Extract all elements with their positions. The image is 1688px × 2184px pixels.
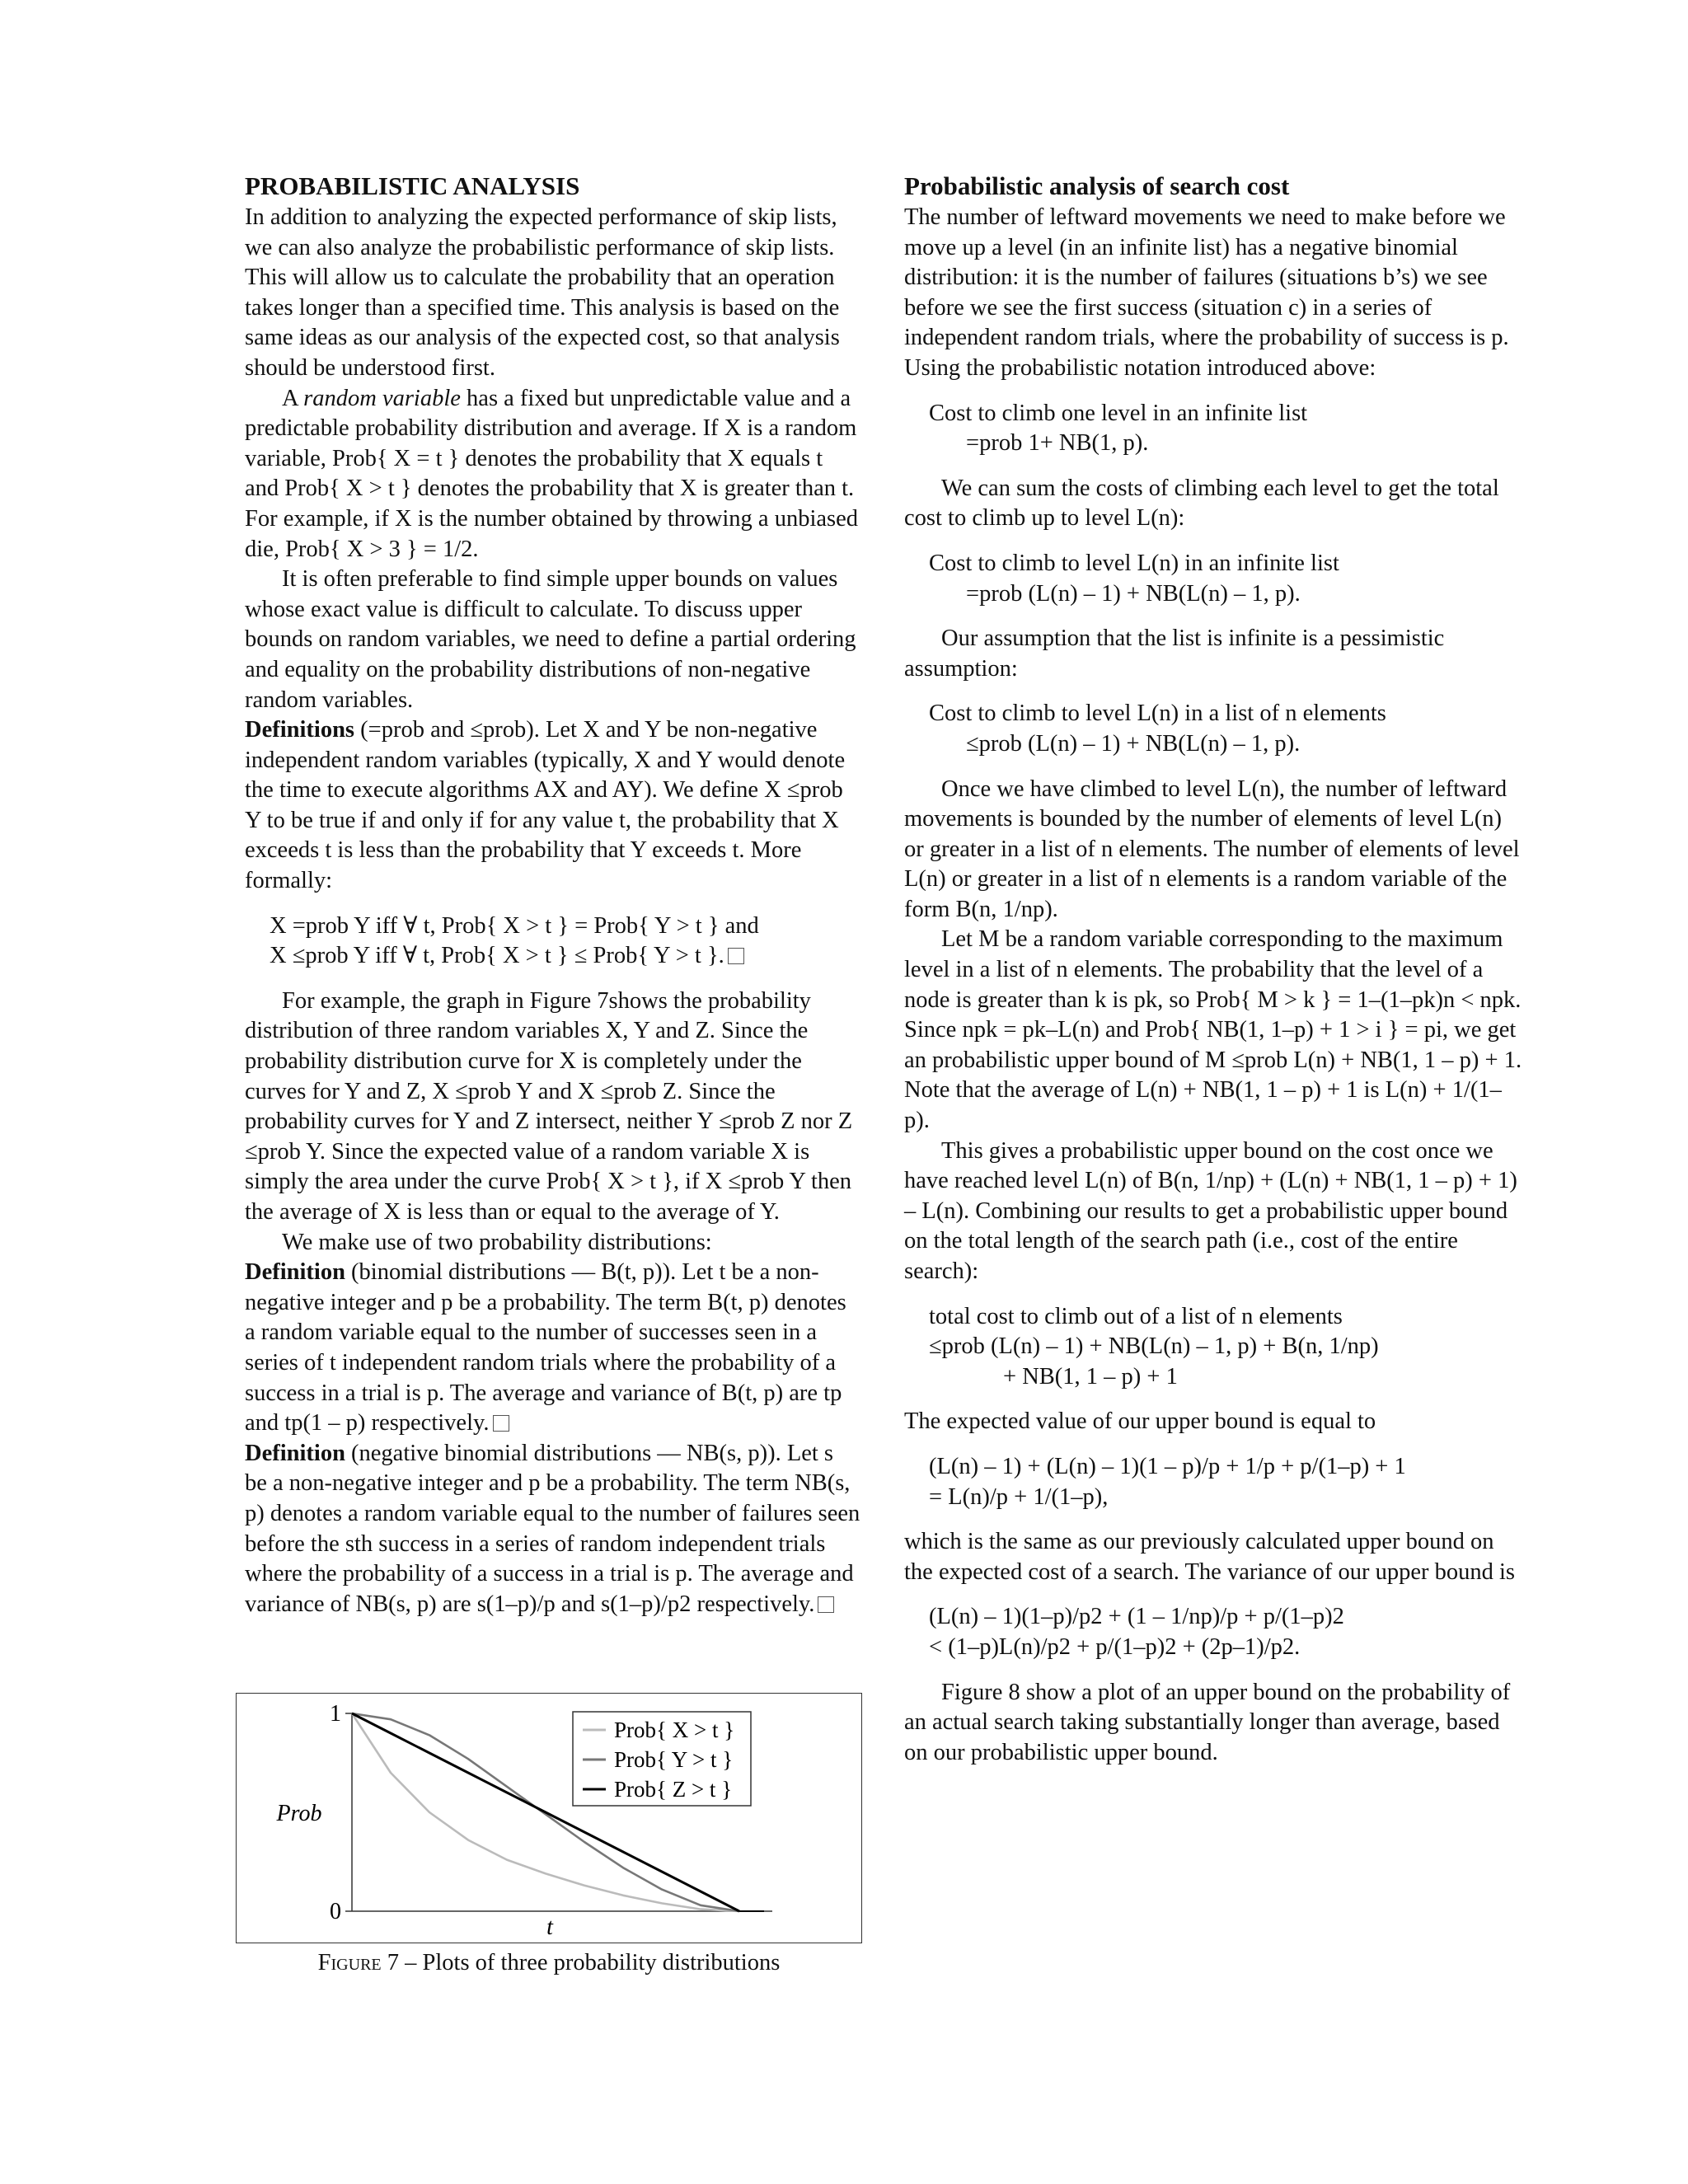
equation-line: (L(n) – 1) + (L(n) – 1)(1 – p)/p + 1/p + p/(1–p) + 1 [929, 1453, 1406, 1479]
definition-body: (binomial distributions — B(t, p)). Let t be a non-negative integer and p be a probability. The term B(t, p) denotes a random variable equal to the number of successes seen in a series of t independent random trials where the probability of a success in a trial is p. The average and variance of B(t, p) are tp and tp(1 – p) respectively. [245, 1259, 846, 1436]
legend [583, 1718, 734, 1802]
legend-label-0: Prob{ X > t } [614, 1718, 735, 1742]
search-cost-intro: The number of leftward movements we need to make before we move up a level (in an infinite list) has a negative binomial distribution: it is the number of failures (situations b’s) we see before we see the first success (situation c) in a series of independent random trials, where the probability of success is p. Using the probabilistic notation introduced above: [904, 204, 1509, 381]
chart-svg [237, 1694, 863, 1944]
equation-climb-one-level [929, 399, 1522, 459]
definition-prob [245, 715, 861, 897]
subsection-heading: Probabilistic analysis of search cost [904, 171, 1290, 200]
definition-title: Definition [245, 1259, 345, 1286]
section-heading: PROBABILISTIC ANALYSIS [245, 171, 580, 200]
x-axis-label: t [546, 1915, 553, 1940]
definition-binomial [245, 1258, 861, 1439]
definition-body: (negative binomial distributions — NB(s, p)). Let s be a non-negative integer and p be a probability. The term NB(s, p) denotes a random variable equal to the number of failures seen before the sth success in a series of random independent trials where the probability of a success in a trial is p. The average and variance of NB(s, p) are s(1–p)/p and s(1–p)/p2 respectively. [245, 1440, 860, 1617]
caption-text: 7 – Plots of three probability distributions [381, 1950, 781, 1975]
intro-paragraph: In addition to analyzing the expected performance of skip lists, we can also analyze the probabilistic performance of skip lists. This will allow us to calculate the probability that an operation takes longer than a specified time. This analysis is based on the same ideas as our analysis of the expected cost, so that analysis should be understood first. [245, 204, 840, 381]
figure-7-chart [236, 1693, 862, 1943]
y-tick-label-1: 1 [330, 1701, 341, 1727]
leftward-movements-paragraph: Once we have climbed to level L(n), the number of leftward movements is bounded by the number of elements of level L(n) or greater in a list of n elements. The number of elements of level L(n) or greater in a list of n elements is a random variable of the form B(n, 1/np). [904, 776, 1520, 922]
qed-box-icon [818, 1596, 834, 1613]
figure7-discussion: For example, the graph in Figure 7shows the probability distribution of three random variables X, Y and Z. Since the probability distribution curve for X is completely under the curves for Y and Z, X ≤prob Y and X ≤prob Z. Since the probability curves for Y and Z intersect, neither Y ≤prob Z nor Z ≤prob Y. Since the expected value of a random variable X is simply the area under the curve Prob{ X > t }, if X ≤prob Y then the average of X is less than or equal to the average of Y. [245, 987, 853, 1225]
equation-line: ≤prob (L(n) – 1) + NB(L(n) – 1, p). [966, 730, 1301, 757]
left-column [245, 170, 861, 1619]
variance-intro-paragraph: which is the same as our previously calculated upper bound on the expected cost of a search. The variance of our upper bound is [904, 1529, 1515, 1585]
equation-line: (L(n) – 1)(1–p)/p2 + (1 – 1/np)/p + p/(1–p)2 [929, 1604, 1344, 1630]
right-column [904, 170, 1522, 1768]
equation-line: Cost to climb one level in an infinite list [929, 400, 1308, 426]
equation-climb-infinite [929, 549, 1522, 609]
formula-less-equal: X ≤prob Y iff ∀ t, Prob{ X > t } ≤ Prob{ Y > t }. [270, 943, 724, 969]
equation-expected-value [929, 1452, 1522, 1512]
definition-title: Definition [245, 1440, 345, 1466]
y-axis-label: Prob [276, 1801, 322, 1826]
equation-total-cost [929, 1302, 1522, 1393]
definition-title: Definitions [245, 717, 355, 743]
caption-label: Figure [317, 1950, 382, 1975]
equation-variance [929, 1602, 1522, 1662]
definition-negative-binomial [245, 1439, 861, 1620]
upper-bounds-paragraph: It is often preferable to find simple upper bounds on values whose exact value is difficult to calculate. To discuss upper bounds on random variables, we need to define a partial ordering and equality on the probability distributions of non-negative random variables. [245, 566, 856, 713]
sum-costs-paragraph: We can sum the costs of climbing each level to get the total cost to climb up to level L(n): [904, 475, 1499, 532]
pessimistic-assumption-paragraph: Our assumption that the list is infinite is a pessimistic assumption: [904, 626, 1445, 682]
figure-caption [236, 1948, 862, 1979]
equation-line: total cost to climb out of a list of n elements [929, 1303, 1343, 1329]
formal-definition [270, 912, 861, 972]
random-variable-paragraph [245, 384, 861, 565]
para-lead: A [282, 385, 304, 411]
formula-equal: X =prob Y iff ∀ t, Prob{ X > t } = Prob{ Y > t } and [270, 912, 759, 939]
qed-box-icon [728, 948, 744, 964]
qed-box-icon [493, 1415, 509, 1432]
expected-value-paragraph: The expected value of our upper bound is equal to [904, 1408, 1376, 1435]
equation-line: = L(n)/p + 1/(1–p), [929, 1483, 1109, 1510]
equation-line: Cost to climb to level L(n) in a list of n elements [929, 701, 1386, 727]
upper-bound-paragraph: This gives a probabilistic upper bound on the cost once we have reached level L(n) of B(n, 1/np) + (L(n) + NB(1, 1 – p) + 1) – L(n). Combining our results to get a probabilistic upper bound on the total length of the search path (i.e., cost of the entire search): [904, 1137, 1517, 1284]
equation-line: < (1–p)L(n)/p2 + p/(1–p)2 + (2p–1)/p2. [929, 1633, 1301, 1660]
equation-line: =prob (L(n) – 1) + NB(L(n) – 1, p). [966, 580, 1301, 607]
y-tick-label-0: 0 [330, 1899, 341, 1924]
two-distributions-intro: We make use of two probability distributions: [282, 1229, 712, 1255]
equation-line: ≤prob (L(n) – 1) + NB(L(n) – 1, p) + B(n, 1/np) [929, 1333, 1379, 1360]
equation-line: =prob 1+ NB(1, p). [966, 430, 1149, 457]
para-rest: has a fixed but unpredictable value and a predictable probability distribution and average. If X is a random variable, Prob{ X = t } denotes the probability that X equals t and Prob{ X > t } denotes the probability that X is greater than t. For example, if X is the number obtained by throwing a unbiased die, Prob{ X > 3 } = 1/2. [245, 385, 859, 562]
max-level-paragraph: Let M be a random variable corresponding to the maximum level in a list of n elements. The probability that the level of a node is greater than k is pk, so Prob{ M > k } = 1–(1–pk)n < npk. Since npk = pk–L(n) and Prob{ NB(1, 1–p) + 1 > i } = pi, we get an probabilistic upper bound of M ≤prob L(n) + NB(1, 1 – p) + 1. Note that the average of L(n) + NB(1, 1 – p) + 1 is L(n) + 1/(1–p). [904, 926, 1522, 1134]
equation-climb-n-elements [929, 699, 1522, 759]
legend-label-2: Prob{ Z > t } [614, 1777, 733, 1802]
equation-line: + NB(1, 1 – p) + 1 [1003, 1363, 1178, 1390]
term-random-variable: random variable [303, 385, 461, 411]
definition-body: (=prob and ≤prob). Let X and Y be non-negative independent random variables (typically, X and Y would denote the time to execute algorithms AX and AY). We define X ≤prob Y to be true if and only if for any value t, the probability that X exceeds t is less than the probability that Y exceeds t. More formally: [245, 717, 846, 894]
equation-line: Cost to climb to level L(n) in an infinite list [929, 550, 1339, 576]
formula-less-equal-line [270, 941, 861, 972]
figure8-paragraph: Figure 8 show a plot of an upper bound on the probability of an actual search taking substantially longer than average, based on our probabilistic upper bound. [904, 1679, 1511, 1765]
legend-label-1: Prob{ Y > t } [614, 1747, 734, 1772]
